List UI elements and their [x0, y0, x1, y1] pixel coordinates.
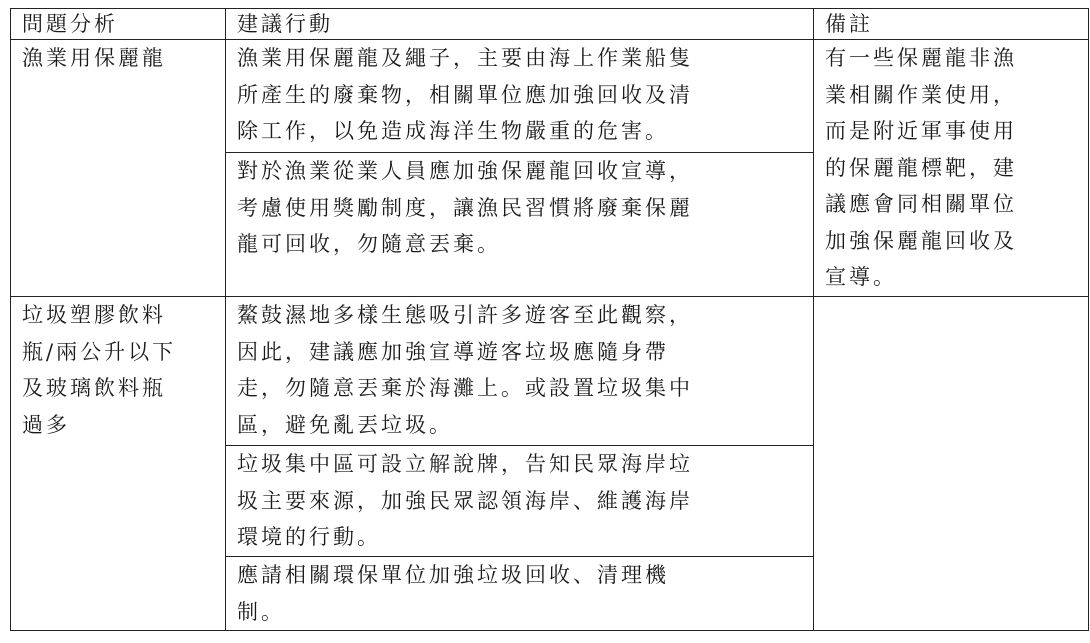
note-cell	[814, 40, 1089, 297]
action-text: 應請相關環保單位加強垃圾回收、清理機 制。	[237, 563, 669, 624]
action-cell	[226, 153, 814, 297]
header-problem-analysis: 問題分析	[11, 9, 226, 40]
table-row	[11, 40, 1089, 153]
action-text: 鰲鼓濕地多樣生態吸引許多遊客至此觀察， 因此，建議應加強宣導遊客垃圾應隨身帶 走，勿隨意丟棄於海灘上。或設置垃圾集中 區，避免亂丟垃圾。	[237, 303, 693, 437]
table-row	[11, 297, 1089, 446]
problem-text: 漁業用保麗龍	[22, 46, 166, 70]
recommendation-table	[10, 8, 1089, 631]
header-suggested-action: 建議行動	[226, 9, 814, 40]
problem-text: 垃圾塑膠飲料 瓶/兩公升以下 及玻璃飲料瓶 過多	[22, 303, 177, 437]
table-header-row	[11, 9, 1089, 40]
problem-cell	[11, 297, 226, 631]
action-cell	[226, 297, 814, 446]
action-cell	[226, 557, 814, 631]
header-remarks: 備註	[814, 9, 1089, 40]
action-text: 垃圾集中區可設立解說牌，告知民眾海岸垃 圾主要來源，加強民眾認領海岸、維護海岸 環境的行動。	[237, 452, 693, 549]
action-text: 漁業用保麗龍及繩子，主要由海上作業船隻 所產生的廢棄物，相關單位應加強回收及清 除工作，以免造成海洋生物嚴重的危害。	[237, 46, 693, 143]
action-cell	[226, 40, 814, 153]
problem-cell	[11, 40, 226, 297]
note-cell	[814, 297, 1089, 631]
note-text: 有一些保麗龍非漁 業相關作業使用， 而是附近軍事使用 的保麗龍標靶，建 議應會同相關單位 加強保麗龍回收及 宣導。	[825, 46, 1017, 289]
action-text: 對於漁業從業人員應加強保麗龍回收宣導， 考慮使用獎勵制度，讓漁民習慣將廢棄保麗 龍可回收，勿隨意丟棄。	[237, 159, 693, 256]
action-cell	[226, 446, 814, 557]
